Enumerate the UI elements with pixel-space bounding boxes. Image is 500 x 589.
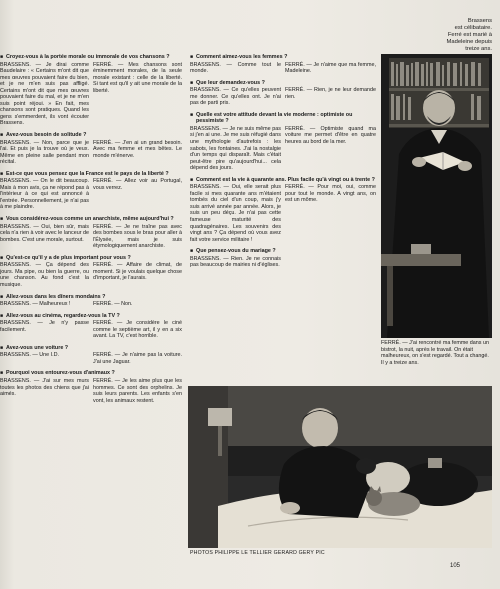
brassens-answer: BRASSENS. — Je n'y passe facilement. [0,320,89,333]
question: ■ Croyez-vous à la portée morale ou immorale de vos chansons ? [0,54,182,61]
ferre-answer: FERRÉ. — Rien, je ne leur demande rien. [285,87,376,100]
caption-line: Madeleine depuis [446,39,492,45]
answer-pair [0,301,182,308]
page-number: 105 [450,563,461,569]
ferre-answer: FERRÉ. — Allez voir au Portugal, vous verrez. [93,178,182,191]
question: ■ Quelle est votre attitude devant la vie moderne : optimiste ou pessimiste ? [190,112,376,125]
ferre-answer: FERRÉ. — Je n'aime pas la voiture. J'ai une Jaguar. [93,352,182,365]
brassens-answer: BRASSENS. — Je dirai comme Baudelaire : « Certains m'ont dit que mes œuvres pouvaient faire du bien, et je ne m'en suis pas affligé. Certains m'ont dit que mes œuvres pouvaient faire du mal, et je ne m'en suis point réjoui. » En fait, mes chansons sont pratiques. Quand les gens s'emmerdent, ils vont écouter Brassens. [0,61,89,127]
answer-pair [190,184,376,243]
question: ■ Que pensez-vous du mariage ? [190,248,376,255]
question: ■ Avez-vous une voiture ? [0,345,182,352]
brassens-answer: BRASSENS. — J'ai sur mes murs toutes les photos des chiens que j'ai aimés. [0,377,89,398]
brassens-answer: BRASSENS. — Malheureux ! [0,301,71,308]
caption-line: treize ans. [465,46,492,52]
ferre-answer: FERRÉ. — Je n'aime que ma femme, Madeleine. [285,61,376,75]
brassens-answer: BRASSENS. — Une I.D. [0,352,60,359]
caption-line: est célibataire. [454,25,492,31]
question: ■ Pourquoi vous entourez-vous d'animaux ? [0,370,182,377]
answer-pair [0,62,182,127]
brassens-answer: BRASSENS. — Oui, bien sûr, mais cela n'a rien à voir avec le lanceur de bombes. C'est une morale, surtout. [0,223,89,243]
answer-pair [0,378,182,404]
question: ■ Comment aimez-vous les femmes ? [190,54,376,61]
brassens-answer: BRASSENS. — Oui, elle serait plus facile si mes quarante ans m'étaient tombés du ciel d'un coup, mais j'y suis arrivé année par année. Alors, je suis un peu déçu. Je n'ai pas cette fameuse maturité des quadragénaires. Les souvenirs des vingt ans ? Ça dépend où vous avez fait votre service militaire ! [190,184,281,243]
question: ■ Qu'est-ce qu'il y a de plus important pour vous ? [0,255,182,262]
ferre-answer: FERRÉ. — Optimiste quand ma voiture me permet d'être en quatre heures au bord de la mer. [285,125,376,146]
brassens-answer: BRASSENS. — Ce qu'elles peuvent me donner. Ce qu'elles ont. Je n'ai pas de parti pris. [190,87,281,107]
ferre-answer: FERRÉ. — Mes chansons sont éminemment morales, de la seule morale existant : celle de la liberté. Si tant est qu'il y ait une morale de la liberté. [93,61,182,94]
question: ■ Que leur demandez-vous ? [190,80,376,87]
ferre-answer: FERRÉ. — Je les aime plus que les hommes. Ce sont des orphelins. Je suis leurs parents. Les enfants s'en vont, les animaux restent. [93,377,182,404]
question: ■ Allez-vous dans les dîners mondains ? [0,294,182,301]
answer-pair [0,224,182,250]
brassens-answer: BRASSENS. — On le dit beaucoup. Mais à mon avis, ça ne répond pas à l'intérieur à ce qui est annoncé à l'entrée. Personnellement, je n'ai pas à me plaindre. [0,178,89,211]
ferre-answer [285,256,376,269]
brassens-answer: BRASSENS. — Rien. Je ne connais pas beaucoup de mairies ni d'églises. [190,255,281,269]
photo-brassens-reading [381,54,492,338]
ferre-answer: FERRÉ. — Je ne traîne pas avec des bombes sous le bras pour aller à l'Élysée, mais je suis étymologiquement anarchiste. [93,223,182,250]
answer-pair [190,87,376,107]
answer-pair [190,62,376,75]
answer-pair [0,262,182,288]
interview-column-left [0,54,182,404]
brassens-answer: BRASSENS. — Non, parce que je l'ai. Et puis je la trouve où je veux. Même en pleine salle pendant mon récital. [0,139,89,166]
caption-line: Brassens [467,18,492,24]
ferre-answer: FERRÉ. — Affaire de climat, de moment. Si je voulais quelque chose d'important, je l'aurais. [93,262,182,282]
brassens-answer: BRASSENS. — Ça dépend des jours. Ma pipe, ou bien la guerre, ou une chanson. Au fond c'est la musique. [0,262,89,288]
ferre-answer: FERRÉ. — Je considère le ciné comme le septième art, il y en a six avant. La TV, c'est horrible. [93,320,182,340]
caption-line: Ferré est marié à [447,32,492,38]
ferre-answer: FERRÉ. — Pour moi, oui, comme pour tout le monde. A vingt ans, on est un môme. [285,184,376,204]
ferre-answer: FERRÉ. — J'en ai un grand besoin. Avec ma femme et mes bêtes. Le monde m'énerve. [93,139,182,159]
answer-pair [0,140,182,166]
answer-pair [0,320,182,340]
question: ■ Vous considérez-vous comme un anarchiste, même aujourd'hui ? [0,216,182,223]
brassens-answer: BRASSENS. — Comme tout le monde. [190,61,281,75]
photo-lying-image [188,386,492,548]
photo-caption [418,18,492,53]
question: ■ Comment est la vie à quarante ans. Plus facile qu'à vingt ou à trente ? [190,177,376,184]
question: ■ Est-ce que vous pensez que la France est le pays de la liberté ? [0,171,182,178]
ferre-marriage-answer: FERRÉ. — J'ai rencontré ma femme dans un bistrot, la nuit, après le travail. On était malheureux, on s'est regardé. Tout a changé. Il y a treize ans. [381,340,489,366]
brassens-answer: BRASSENS. — Je ne suis même pas si j'en ai une. Je me suis réfugié dans une mythologie d'autrefois : les sabots, les fontaines. J'ai la nostalgie d'un temps qui disparaît. Mais c'était peut-être pire qu'aujourd'hui... cela dépend des jours. [190,125,281,172]
photo-reading-image [381,54,492,338]
answer-pair [0,352,182,365]
answer-pair [190,126,376,172]
answer-pair [0,178,182,211]
interview-column-middle [190,54,376,269]
ferre-answer: FERRÉ. — Non. [93,301,133,308]
photo-credit: PHOTOS PHILIPPE LE TELLIER GERARD GERY PIC [190,550,325,556]
photo-ferre-lying [188,386,492,548]
question: ■ Avez-vous besoin de solitude ? [0,132,182,139]
question: ■ Allez-vous au cinéma, regardez-vous la TV ? [0,313,182,320]
answer-pair [190,256,376,269]
